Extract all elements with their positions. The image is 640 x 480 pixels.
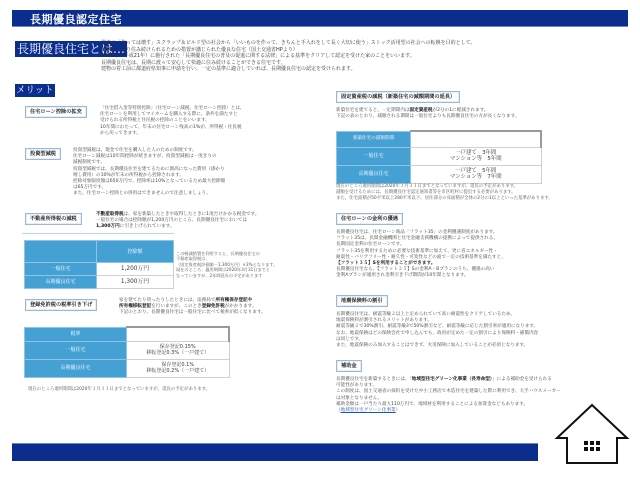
intro-label: 長期優良住宅とは…: [17, 42, 126, 56]
text-line: なっていますが、2年間延長の予定があります: [176, 272, 263, 278]
row-value: 一戸建て 5年間 マンション等 7年間: [411, 165, 542, 183]
text-line: 投資型減税では、長期優良住宅を建てるために割高になった費用（掛かり: [73, 166, 225, 172]
intro-text: [101, 40, 621, 73]
text-line: 家を建てたり買ったりしたときには、法務局で所有権保存登記や: [119, 298, 253, 303]
text-line: 1,300万円に引き上げられています。: [96, 224, 175, 230]
row-value: 1,300万円: [97, 276, 174, 289]
text-line: 所有権移転登記を行いますが、このとき登録免許税がかかります。: [119, 304, 257, 310]
table-row: [25, 263, 174, 276]
interest-rate-text: [336, 230, 626, 280]
earthquake-insurance-text: [336, 312, 631, 349]
registration-tax-note: 現在のところ適用期間は2020年３月３１日までとなっていますが、延長の予定があります。: [28, 387, 211, 392]
text-line: は対象となりません。: [336, 395, 383, 401]
table-row: [337, 147, 542, 165]
text-line: 増し費用）の10%が年末の所得税から控除されます。: [73, 172, 184, 178]
investment-tax-text: [73, 148, 293, 198]
acquisition-tax-table: [24, 240, 174, 289]
merit-label: メリット: [16, 85, 54, 96]
text-line: 不動産取得税は、家を新築したときや取得したときに1度だけかかる税金です。: [96, 212, 260, 217]
text-line: 長期優良住宅は、住宅ローン商品「フラット35」の金利優遇制度があります。: [336, 230, 498, 235]
text-line: 【フラット３５】Sを利用することができます。: [336, 261, 436, 267]
text-line: また、住宅面積が50平米以上280平米以下、居住部分の床面積が全体の2分の1以上といった基準があります。: [336, 196, 553, 201]
text-line: 減額を受けるためには、長期優良住宅認定通知書等を市区町村に提出する必要があります。: [336, 190, 516, 195]
text-line: 金利Aプランが適用され金利引き下げ期間が10年間となります。: [336, 273, 469, 279]
text-line: （固定資産税評価額－1,300万円）×3%となります。: [176, 261, 278, 267]
tag-loan-deduction: 住宅ローン控除の拡充: [25, 106, 87, 118]
text-line: 控除対象限度額は650万円で、控除率は10%となっているため最大控除額: [73, 179, 226, 185]
text-line: この制度は、国土交通省の採択を受けた中小工務店で木造住宅を建築した際に利用でき、大手ハウスメーカー: [336, 389, 561, 395]
text-line: は同じです。: [336, 336, 364, 342]
text-line: 長期優良住宅は、耐震等級２以上と定められていて高い耐震性をクリアしているため、: [336, 312, 515, 317]
text-line: 長期固定金利の住宅ローンです。: [336, 242, 405, 248]
property-tax-notes: [336, 184, 626, 202]
property-tax-text: [336, 108, 616, 120]
intro-line: 建物の着工前に都道府県知事に申請を行い、一定の基準に適合していれば、長期優良住宅の認定を受けられます。: [101, 66, 356, 73]
text-line: 投資型減税は、現金で住宅を購入した人のための制度です。: [73, 148, 197, 153]
text-line: なお、地震保険はどの保険会社で申し込んでも、政府が定めた一定の割引により保険料・補償内容: [336, 330, 539, 336]
row-label: 一般住宅: [337, 147, 411, 165]
tag-interest-rate: 住宅ローンの金利の優遇: [336, 213, 403, 225]
loan-deduction-text: [100, 106, 300, 137]
text-line: 補助金額は一戸当たり最大110万円で、地域材を利用することによる加算金などもあります。: [336, 401, 529, 407]
tag-property-tax: 固定資産税の減税（新築住宅の減額期間の延長）: [336, 91, 460, 103]
text-line: 下記のとおり、長期優良住宅は一般住宅に比べて税率が低くなります。: [119, 310, 266, 316]
table-row: [337, 165, 542, 183]
registration-tax-table: [24, 326, 230, 378]
tag-registration-tax: 登録免許税の税率引き下げ: [25, 299, 97, 311]
intro-line: 従来の「作っては壊す」スクラップ＆ビルド型の社会から「いいものを作って、きちんと手入れをして長く大切に使う」ストック活用型の社会への転換を目的として、: [101, 40, 476, 46]
property-tax-table: [336, 130, 542, 184]
text-line: 耐震等級２で30%割引、耐震等級3で50%割引など、耐震等級に応じた割引率が適用になります。: [336, 324, 539, 330]
house-icon: [553, 403, 631, 465]
text-line: また、地震保険のみ加入することはできず、火災保険に加入していることが必須となります。: [336, 343, 529, 349]
text-line: 「住宅借入金等特別控除」（住宅ローン減税、住宅ローン控除）とは、: [100, 106, 245, 111]
table-header-cell: [25, 241, 97, 263]
acquisition-tax-side-note: [176, 251, 301, 278]
acquisition-tax-text: [96, 212, 306, 231]
row-label: 長期優良住宅: [337, 165, 411, 183]
row-label: 一般住宅: [25, 341, 127, 359]
table-row: [25, 276, 174, 289]
text-line: 地震保険料が割引されるメリットがあります。: [336, 318, 432, 324]
text-line: 10年間にわたって、年末の住宅ローン残高の1%が、所得税・住民税: [100, 124, 242, 130]
table-row: [25, 359, 230, 377]
row-label: 長期優良住宅: [25, 276, 97, 289]
row-value: 1,200万円: [97, 263, 174, 276]
text-line: 不動産取得税は、: [176, 256, 210, 262]
text-line: 受けられる所得税と住民税の控除のことをいいます。: [100, 118, 210, 124]
table-header-cell: [411, 131, 542, 147]
text-line: 耐震性・バリアフリー性・耐久性・可変性などの面で一定の技術基準を満たすと、: [336, 254, 506, 260]
intro-line: 長期優良住宅は、長期に渡って安心して快適に住み続けることができる住宅です。: [101, 59, 286, 66]
intro-line: 長期にわたり住み続けられるための措置が講じられた優良な住宅（国土交通省HPより）: [101, 46, 298, 53]
text-line: 長期優良住宅なら、【フラット３５】Sの金利A・Bプランのうち、優遇の高い: [336, 267, 495, 273]
tag-subsidy: 補助金: [336, 360, 362, 372]
tag-earthquake-insurance: 地震保険料の割引: [336, 295, 388, 307]
table-header-cell: 新築住宅の減額期間: [337, 131, 411, 147]
row-value: 保存登記0.15% 移転登記0.3%（一戸建て）: [127, 341, 230, 359]
text-line: 住宅ローン減税は10年間控除が続きますが、投資型減税は一度きりの: [73, 154, 217, 160]
text-line: 減税制度です。: [73, 160, 105, 166]
text-line: （地域型住宅グリーン化事業）: [336, 408, 401, 414]
divider: [22, 233, 174, 234]
text-line: 下記の表のとおり、減額される期間は一般住宅よりも長期優良住宅の方が長くなります。: [336, 114, 520, 120]
text-line: 長期優良住宅を新築するときには、「地域型住宅グリーン化事業（長寿命型）」による補助金を受けられる: [336, 377, 552, 382]
text-line: 可能性があります。: [336, 383, 377, 389]
table-row: [25, 341, 230, 359]
text-line: 現在のところ適用期間は2020年３月３１日までとなっていますが、延長の予定があります。: [336, 184, 519, 189]
registration-tax-text: [119, 298, 309, 317]
text-line: フラット35を利用するために必要な技術基準に加えて、更に省エネルギー性・: [336, 248, 498, 254]
row-value: 一戸建て 3年間 マンション等 5年間: [411, 147, 542, 165]
text-line: この軽減措置を利用すると、長期優良住宅の: [176, 251, 260, 256]
text-line: 住宅ローンを利用してマイホームを購入する際に、条件を満たすと: [100, 112, 238, 118]
intro-line: 2009年（平成21年）に施行された「長期優良住宅の普及の促進に関する法律」による基準をクリアして認定を受けた家のことをいいます。: [101, 53, 415, 60]
row-label: 一般住宅: [25, 263, 97, 276]
page-title: 長期優良認定住宅: [30, 13, 122, 26]
tag-acquisition-tax: 不動産所得税の減税: [25, 213, 82, 225]
text-line: から戻ってきます。: [100, 130, 141, 136]
table-header-cell: [127, 327, 230, 341]
text-line: フラット35は、民間金融機関と住宅金融支援機構の提携によって提供される、: [336, 236, 498, 242]
green-program-link[interactable]: 地域型住宅グリーン化事業: [340, 408, 396, 414]
text-line: 一般住宅の場合は控除額が1,200万円のところ、長期優良住宅においては: [96, 218, 247, 224]
title-banner: [12, 10, 628, 27]
text-line: は65万円です。: [73, 185, 107, 191]
row-value: 保存登記0.1% 移転登記0.2%（一戸建て）: [127, 359, 230, 377]
tag-investment-tax: 投資型減税: [25, 148, 61, 160]
table-header-cell: 控除額: [97, 241, 174, 263]
text-line: 新築住宅を建てると、一定期間内は固定資産税が2分の1に軽減されます。: [336, 108, 489, 113]
text-line: 現在のところ、適用期間は2020年3月31日までと: [176, 267, 271, 273]
text-line: また、住宅ローン控除との併用はできませんので注意しましょう。: [73, 191, 211, 197]
footer-bar: [12, 443, 538, 461]
table-header-cell: 税率: [25, 327, 127, 341]
row-label: 長期優良住宅: [25, 359, 127, 377]
